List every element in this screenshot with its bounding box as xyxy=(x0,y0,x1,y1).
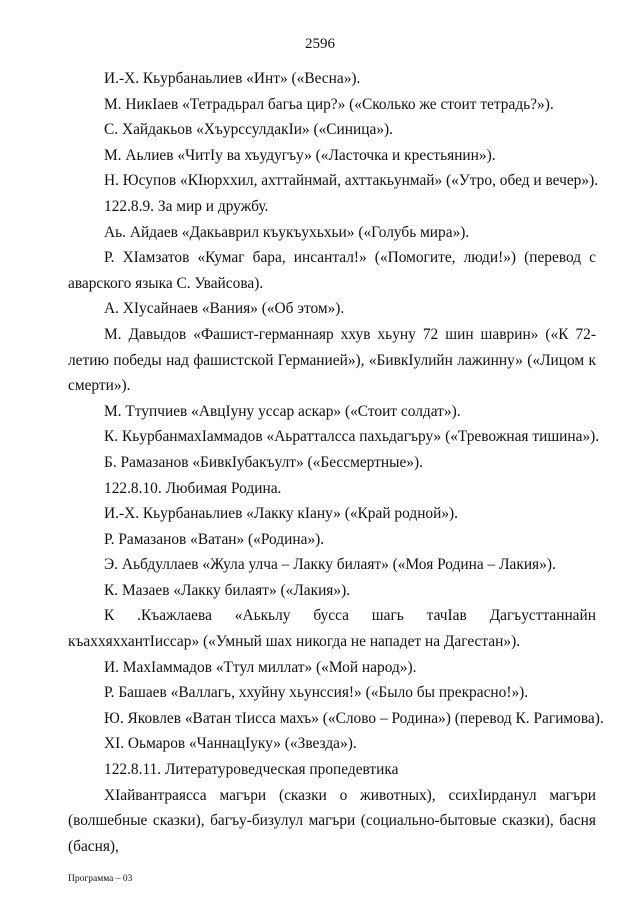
paragraph: Н. Юсупов «КIюрххил, ахттайнмай, ахттакьунмай» («Утро, обед и вечер»). xyxy=(104,172,599,190)
paragraph: М. Аьлиев «ЧитIу ва хъудугъу» («Ласточка и крестьянин»). xyxy=(104,146,496,164)
paragraph: Р. ХIамзатов «Кумаг бара, инсантал!» («Помогите, люди!») (перевод с аварского языка С. Увайсова). xyxy=(68,249,596,292)
paragraph: А. ХIусайнаев «Вания» («Об этом»). xyxy=(104,300,345,318)
paragraph: С. Хайдакьов «ХъурссулдакIи» («Синица»). xyxy=(104,121,394,139)
paragraph: Б. Рамазанов «БивкIубакъулт» («Бессмертные»). xyxy=(104,453,423,471)
paragraph: ХIайвантраясса магъри (сказки о животных), ссихIирданул магъри (волшебные сказки), багъу-бизулул магъри (социально-бытовые сказки), басня (басня), xyxy=(68,786,596,855)
paragraph: ХI. Оьмаров «ЧаннацIуку» («Звезда»). xyxy=(104,735,357,753)
paragraph: И. МахIаммадов «Ттул миллат» («Мой народ»). xyxy=(104,658,417,676)
page-number: 2596 xyxy=(305,36,335,52)
paragraph: Ю. Яковлев «Ватан тIисса махъ» («Слово – Родина») (перевод К. Рагимова). xyxy=(104,709,604,727)
paragraph: Аь. Айдаев «Дакьаврил къукъухьхьи» («Голубь мира»). xyxy=(104,223,470,241)
paragraph: И.-Х. Кьурбанаьлиев «Лакку кIану» («Край родной»). xyxy=(104,505,459,523)
section-heading: 122.8.9. За мир и дружбу. xyxy=(104,197,269,215)
section-heading: 122.8.11. Литературоведческая пропедевтика xyxy=(104,761,399,779)
paragraph: Р. Башаев «Валлагь, ххуйну хьунссия!» («Было бы прекрасно!»). xyxy=(104,684,529,702)
paragraph: К. Мазаев «Лакку билаят» («Лакия»). xyxy=(104,581,351,599)
paragraph: М. Ттупчиев «АвцIуну уссар аскар» («Стоит солдат»). xyxy=(104,402,461,420)
paragraph: М. Давыдов «Фашист-германнаяр ххув хьуну 72 шин шаврин» («К 72-летию победы над фашистской Германией»), «БивкIулийн лажинну» («Лицом к смерти»). xyxy=(68,325,596,395)
paragraph: К .Къажлаева «Аькьлу бусса шагь тачIав Дагъусттаннайн къаххяххантIиссар» («Умный шах никогда не нападет на Дагестан»). xyxy=(68,607,596,651)
paragraph: К. КьурбанмахIаммадов «Аьратталсса пахьдагъру» («Тревожная тишина»). xyxy=(104,428,600,446)
paragraph: М. НикIаев «Тетрадьрал багьа цир?» («Сколько же стоит тетрадь?»). xyxy=(104,95,554,113)
paragraph: И.-Х. Кьурбанаьлиев «Инт» («Весна»). xyxy=(104,70,361,87)
footer-note: Программа – 03 xyxy=(68,874,133,884)
paragraph: Р. Рамазанов «Ватан» («Родина»). xyxy=(104,530,325,548)
paragraph: Э. Аьбдуллаев «Жула улча – Лакку билаят» («Моя Родина – Лакия»). xyxy=(104,556,556,574)
section-heading: 122.8.10. Любимая Родина. xyxy=(104,479,282,497)
document-body xyxy=(68,66,604,859)
